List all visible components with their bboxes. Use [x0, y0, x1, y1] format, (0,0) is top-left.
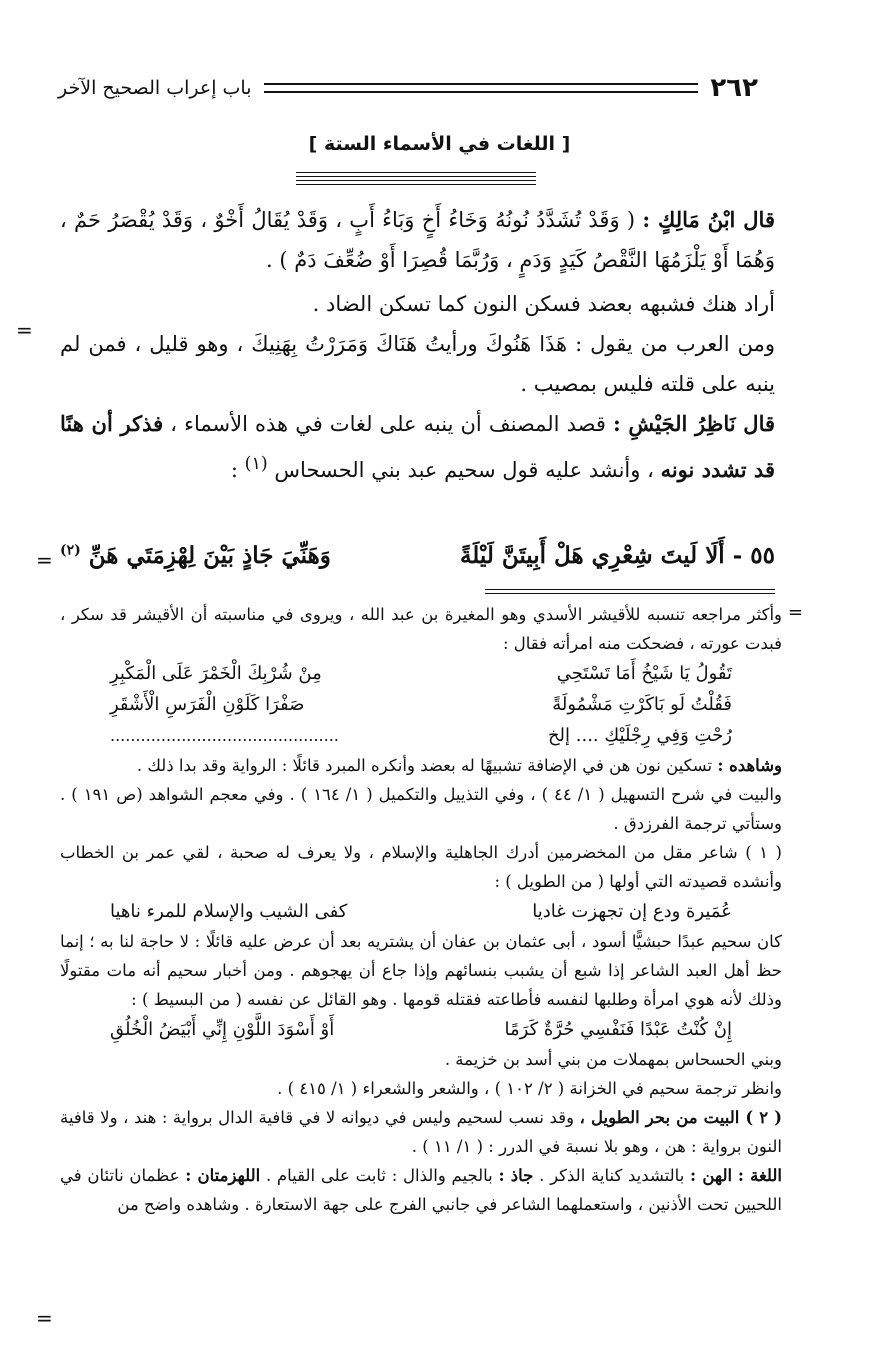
- continuation-mark: =: [36, 548, 53, 572]
- footnote-ref: (١): [244, 454, 268, 474]
- continuation-mark: =: [36, 1306, 53, 1330]
- chapter-title: باب إعراب الصحيح الآخر: [58, 77, 252, 99]
- header-rule: [264, 83, 699, 93]
- hemistich: وَهَنِّيَ جَاذٍ بَيْنَ لِهْزِمَتَي هَنِّ: [88, 541, 331, 569]
- note-text: تسكين نون هن في الإضافة تشبيهًا له بعضد وأنكره المبرد قائلًا : الرواية وقد بدا ذلك .: [136, 756, 713, 775]
- matn-text: ( وَقَدْ تُشَدَّدُ نُونُهُ وَخَاءُ أَخٍ وَبَاءُ أَبٍ ، وَقَدْ يُقَالُ أَخْوٌ ، وَقَدْ يُقْصَرُ حَمٌ ، وَهُمَا أَوْ يَلْزَمُهَا النَّقْصُ كَيَدٍ وَدَمٍ ، وَرُبَّمَا قُصِرَا أَوْ ضُعِّفَ دَمٌ ) .: [60, 208, 775, 272]
- verse-line: [60, 689, 782, 720]
- footnote-paragraph: والبيت في شرح التسهيل ( ١/ ٤٤ ) ، وفي التذييل والتكميل ( ١/ ١٦٤ ) . وفي معجم الشواهد (ص ١٩١ ) . وستأتي ترجمة الفرزدق .: [60, 785, 782, 833]
- note-text: بالتشديد كناية الذكر .: [539, 1166, 685, 1185]
- verse-line: [60, 1014, 782, 1045]
- poem-line: [60, 535, 775, 575]
- footnote-paragraph: [60, 751, 782, 780]
- main-text: [60, 200, 775, 490]
- label: وشاهده :: [717, 756, 782, 775]
- footnote-divider: [485, 589, 775, 597]
- hemistich: رُحْتِ وَفِي رِجْلَيْكِ .... إلخ: [547, 725, 732, 746]
- paragraph-nazir-aljaysh: [60, 404, 775, 490]
- footnote-paragraph: وانظر ترجمة سحيم في الخزانة ( ٢/ ١٠٢ ) ، والشعر والشعراء ( ١/ ٤١٥ ) .: [277, 1079, 782, 1098]
- note-text: وقد نسب لسحيم وليس في ديوانه لا في قافية الدال برواية : هند ، ولا قافية النون برواية : هن ، وهو بلا نسبة في الدرر : ( ١/ ١١ ) .: [60, 1108, 782, 1156]
- hemistich: عُمَيرة ودع إن تجهزت غاديا: [532, 901, 732, 922]
- hemistich: كفى الشيب والإسلام للمرء ناهيا: [110, 901, 348, 922]
- paragraph-arabs: [60, 324, 775, 404]
- footnote-continued: وأكثر مراجعه تنسبه للأقيشر الأسدي وهو المغيرة بن عبد الله ، ويروى في مناسبته أن الأقيشر قد سكر ، فبدت عورته ، فضحكت منه امرأته فقال :: [60, 605, 782, 653]
- footnote-ref: (٢): [60, 541, 81, 558]
- poem-second-half: [60, 542, 331, 569]
- paragraph-ibn-malik: [60, 200, 775, 280]
- note-text: عظمان ناتئان في اللحيين تحت الأذنين ، واستعملهما الشاعر في جانبي الفرج على جهة الاستعارة . وشاهده واضح من: [60, 1166, 782, 1214]
- footnote-2: [60, 1103, 782, 1161]
- paragraph-text: قصد المصنف أن ينبه على لغات في هذه الأسماء ،: [170, 412, 606, 436]
- continuation-mark: =: [787, 602, 803, 623]
- paragraph-text: ، وأنشد عليه قول سحيم عبد بني الحسحاس: [274, 458, 654, 482]
- verse-line: [60, 658, 782, 689]
- footnote-1: ( ١ ) شاعر مقل من المخضرمين أدرك الجاهلية والإسلام ، ولا يعرف له صحبة ، لقي عمر بن الخطاب وأنشده قصيدته التي أولها ( من الطويل ) :: [60, 843, 782, 891]
- paragraph-text: أراد هنك فشبهه بعضد فسكن النون كما تسكن الضاد .: [312, 292, 775, 316]
- hemistich: أَلَا لَيتَ شِعْرِي هَلْ أَبِيتَنَّ لَيْلَةً: [459, 541, 725, 569]
- page-number: ٢٦٢: [710, 73, 758, 103]
- hemistich: تَقُولُ يَا شَيْخُ أَمَا تَسْتَحِي: [556, 663, 732, 684]
- hemistich: فَقُلْتُ لَو بَاكَرْتِ مَشْمُولَةً: [552, 694, 732, 715]
- paragraph-continuation: [60, 284, 775, 324]
- note-text: بالجيم والذال : ثابت على القيام .: [265, 1166, 493, 1185]
- footnote-lexicon: [60, 1161, 782, 1219]
- lexeme: اللهزمتان :: [185, 1166, 261, 1185]
- speaker-label: قال ابْنُ مَالِكٍ :: [642, 207, 775, 232]
- lexeme: جاذ :: [498, 1166, 534, 1185]
- footnote-paragraph: كان سحيم عبدًا حبشيًّا أسود ، أبى عثمان بن عفان أن يشتريه بعد أن عرض عليه قائلًا : لا حاجة لنا به ؛ إنما حظ أهل العبد الشاعر إذا شبع أن يشبب بنسائهم وإذا جاع أن يهجوهم . ومن أخبار سحيم أنه مات مقتولًا وذلك لأنه هوي امرأة وطلبها لنفسه فأطاعته فقتله قومها . وهو القائل عن نفسه ( من البسيط ) :: [60, 932, 782, 1009]
- note-lead: ( ٢ ) البيت من بحر الطويل ،: [579, 1108, 783, 1127]
- hemistich: إِنْ كُنْتُ عَبْدًا فَنَفْسِي حُرَّةٌ كَرَمًا: [504, 1019, 732, 1040]
- bold-phrase: فذكر أن هنًا قد تشدد نونه: [60, 411, 775, 482]
- continuation-mark: =: [16, 318, 33, 342]
- section-title: [ اللغات في الأسماء الستة ]: [308, 133, 571, 155]
- ellipsis-dots: .............................................: [110, 726, 339, 745]
- verse-line: [60, 720, 782, 751]
- poem-first-half: [460, 542, 775, 569]
- hemistich: أَوْ أَسْوَدَ اللَّوْنِ إِنِّي أَبْيَضُ الْخُلُقِ: [110, 1019, 335, 1040]
- poem-number: ٥٥ -: [732, 541, 775, 569]
- hemistich: مِنْ شُرْبِكَ الْخَمْرَ عَلَى الْمَكْبِرِ: [110, 663, 322, 684]
- hemistich: صَفْرَا كَلَوْنِ الْفَرَسِ الْأَشْقَرِ: [110, 694, 305, 715]
- title-underline: [296, 172, 536, 188]
- speaker-label: قال نَاظِرُ الجَيْشِ :: [612, 411, 776, 436]
- lexeme: الهن :: [690, 1166, 733, 1185]
- footnote-paragraph: وبني الحسحاس بمهملات من بني أسد بن خزيمة .: [444, 1050, 782, 1069]
- verse-line: [60, 896, 782, 927]
- running-header: [58, 72, 758, 104]
- label: اللغة :: [737, 1166, 783, 1185]
- footnotes: [60, 600, 782, 1219]
- paragraph-text: ومن العرب من يقول : هَذَا هَنُوكَ ورأيتُ هَنَاكَ وَمَرَرْتُ بِهَنِيكَ ، وهو قليل ، فمن لم ينبه على قلته فليس بمصيب .: [60, 332, 775, 396]
- paragraph-text: :: [230, 458, 238, 482]
